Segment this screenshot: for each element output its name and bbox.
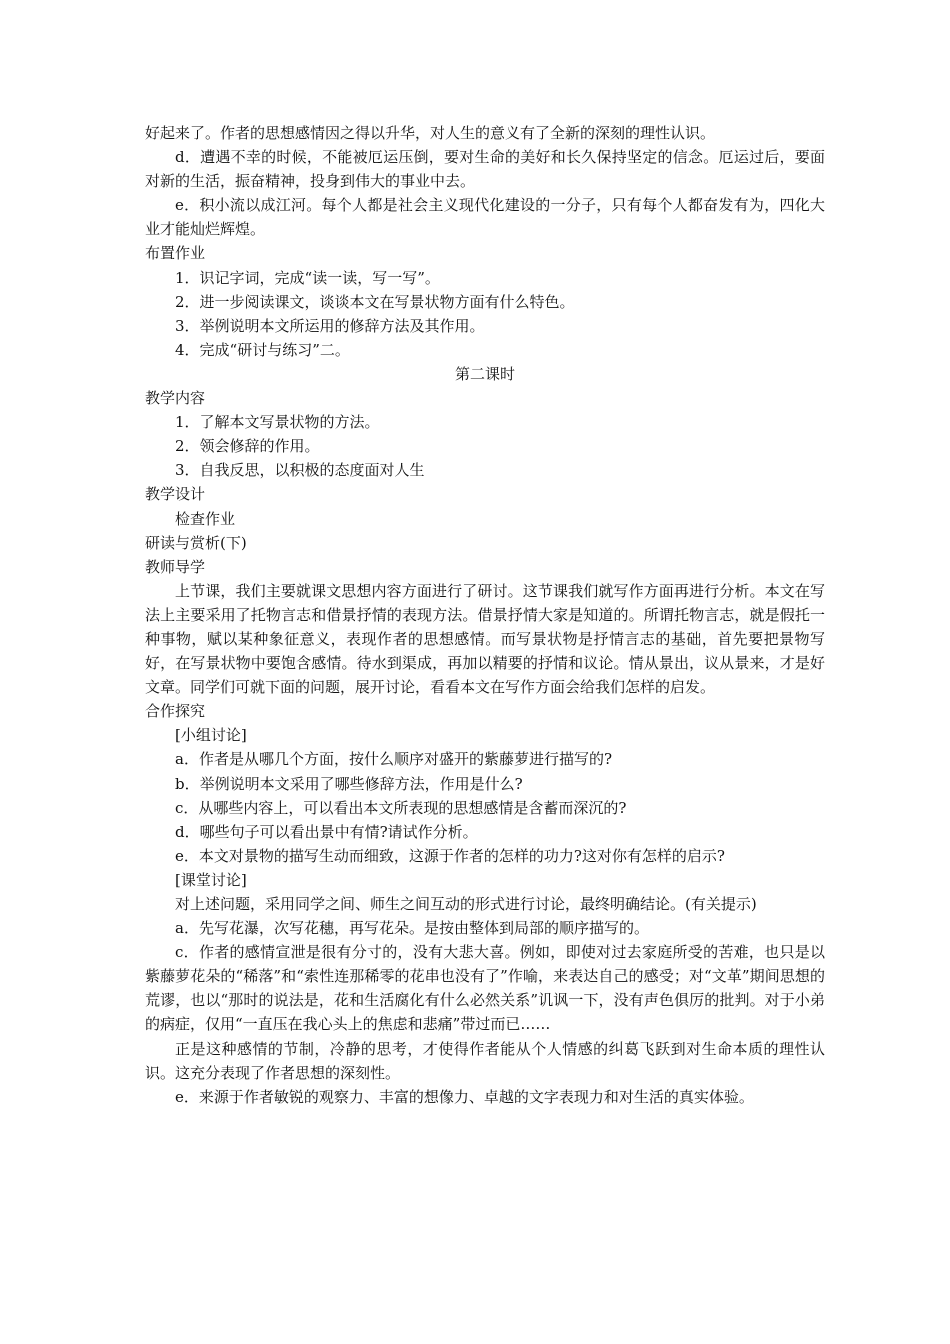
document-page: [145, 121, 825, 1109]
content-item-1: 1．了解本文写景状物的方法。: [175, 413, 380, 432]
question-e: e．本文对景物的描写生动而细致，这源于作者的怎样的功力?这对你有怎样的启示?: [175, 846, 725, 865]
subheading-group-discussion: [小组讨论]: [175, 726, 247, 745]
heading-cooperative-inquiry: 合作探究: [145, 702, 206, 721]
subheading-class-discussion: [课堂讨论]: [175, 870, 247, 889]
homework-item-4: 4．完成“研讨与练习”二。: [175, 340, 350, 359]
paragraph-teacher-guide: 上节课，我们主要就课文思想内容方面进行了研讨。这节课我们就写作方面再进行分析。本文在写法上主要采用了托物言志和借景抒情的表现方法。借景抒情大家是知道的。所谓托物言志，就是假托一种事物，赋以某种象征意义，表现作者的思想感情。而写景状物是抒情言志的基础，首先要把景物写好，在写景状物中要饱含感情。待水到渠成，再加以精要的抒情和议论。情从景出，议从景来，才是好文章。同学们可就下面的问题，展开讨论，看看本文在写作方面会给我们怎样的启发。: [145, 581, 825, 697]
paragraph-point-e: e．积小流以成江河。每个人都是社会主义现代化建设的一分子，只有每个人都奋发有为，四化大业才能灿烂辉煌。: [145, 196, 825, 239]
heading-homework: 布置作业: [145, 244, 206, 263]
question-a: a．作者是从哪几个方面，按什么顺序对盛开的紫藤萝进行描写的?: [175, 750, 612, 769]
paragraph-discussion-intro: 对上述问题，采用同学之间、师生之间互动的形式进行讨论，最终明确结论。(有关提示): [175, 895, 757, 913]
question-c: c．从哪些内容上，可以看出本文所表现的思想感情是含蓄而深沉的?: [175, 798, 627, 817]
content-item-2: 2．领会修辞的作用。: [175, 437, 320, 456]
paragraph-point-d: d．遭遇不幸的时候，不能被厄运压倒，要对生命的美好和长久保持坚定的信念。厄运过后，要面对新的生活，振奋精神，投身到伟大的事业中去。: [145, 148, 825, 191]
heading-study-analysis: 研读与赏析(下): [145, 533, 247, 552]
question-d: d．哪些句子可以看出景中有情?请试作分析。: [175, 822, 478, 841]
answer-c: c．作者的感情宣泄是很有分寸的，没有大悲大喜。例如，即使对过去家庭所受的苦难，也只是以紫藤萝花朵的“稀落”和“索性连那稀零的花串也没有了”作喻，来表达自己的感受；对“文革”期间思想的荒谬，也以“那时的说法是，花和生活腐化有什么必然关系”讥讽一下，没有声色俱厉的批判。对于小弟的病症，仅用“一直压在我心头上的焦虑和悲痛”带过而已……: [145, 943, 825, 1034]
homework-item-3: 3．举例说明本文所运用的修辞方法及其作用。: [175, 316, 485, 335]
heading-teaching-design: 教学设计: [145, 485, 206, 504]
homework-item-1: 1．识记字词，完成“读一读，写一写”。: [175, 268, 440, 287]
subheading-check-homework: 检查作业: [175, 509, 236, 528]
paragraph-conclusion: 正是这种感情的节制，冷静的思考，才使得作者能从个人情感的纠葛飞跃到对生命本质的理性认识。这充分表现了作者思想的深刻性。: [145, 1039, 825, 1082]
heading-teacher-guide: 教师导学: [145, 557, 206, 576]
homework-item-2: 2．进一步阅读课文，谈谈本文在写景状物方面有什么特色。: [175, 292, 575, 311]
answer-a: a．先写花瀑，次写花穗，再写花朵。是按由整体到局部的顺序描写的。: [175, 919, 649, 938]
paragraph-continuation: 好起来了。作者的思想感情因之得以升华，对人生的意义有了全新的深刻的理性认识。: [145, 124, 716, 142]
content-item-3: 3．自我反思，以积极的态度面对人生: [175, 461, 425, 480]
question-b: b．举例说明本文采用了哪些修辞方法，作用是什么?: [175, 774, 523, 793]
heading-teaching-content: 教学内容: [145, 389, 206, 408]
section-title-second-lesson: 第二课时: [454, 364, 515, 383]
answer-e: e．来源于作者敏锐的观察力、丰富的想像力、卓越的文字表现力和对生活的真实体验。: [175, 1087, 754, 1106]
